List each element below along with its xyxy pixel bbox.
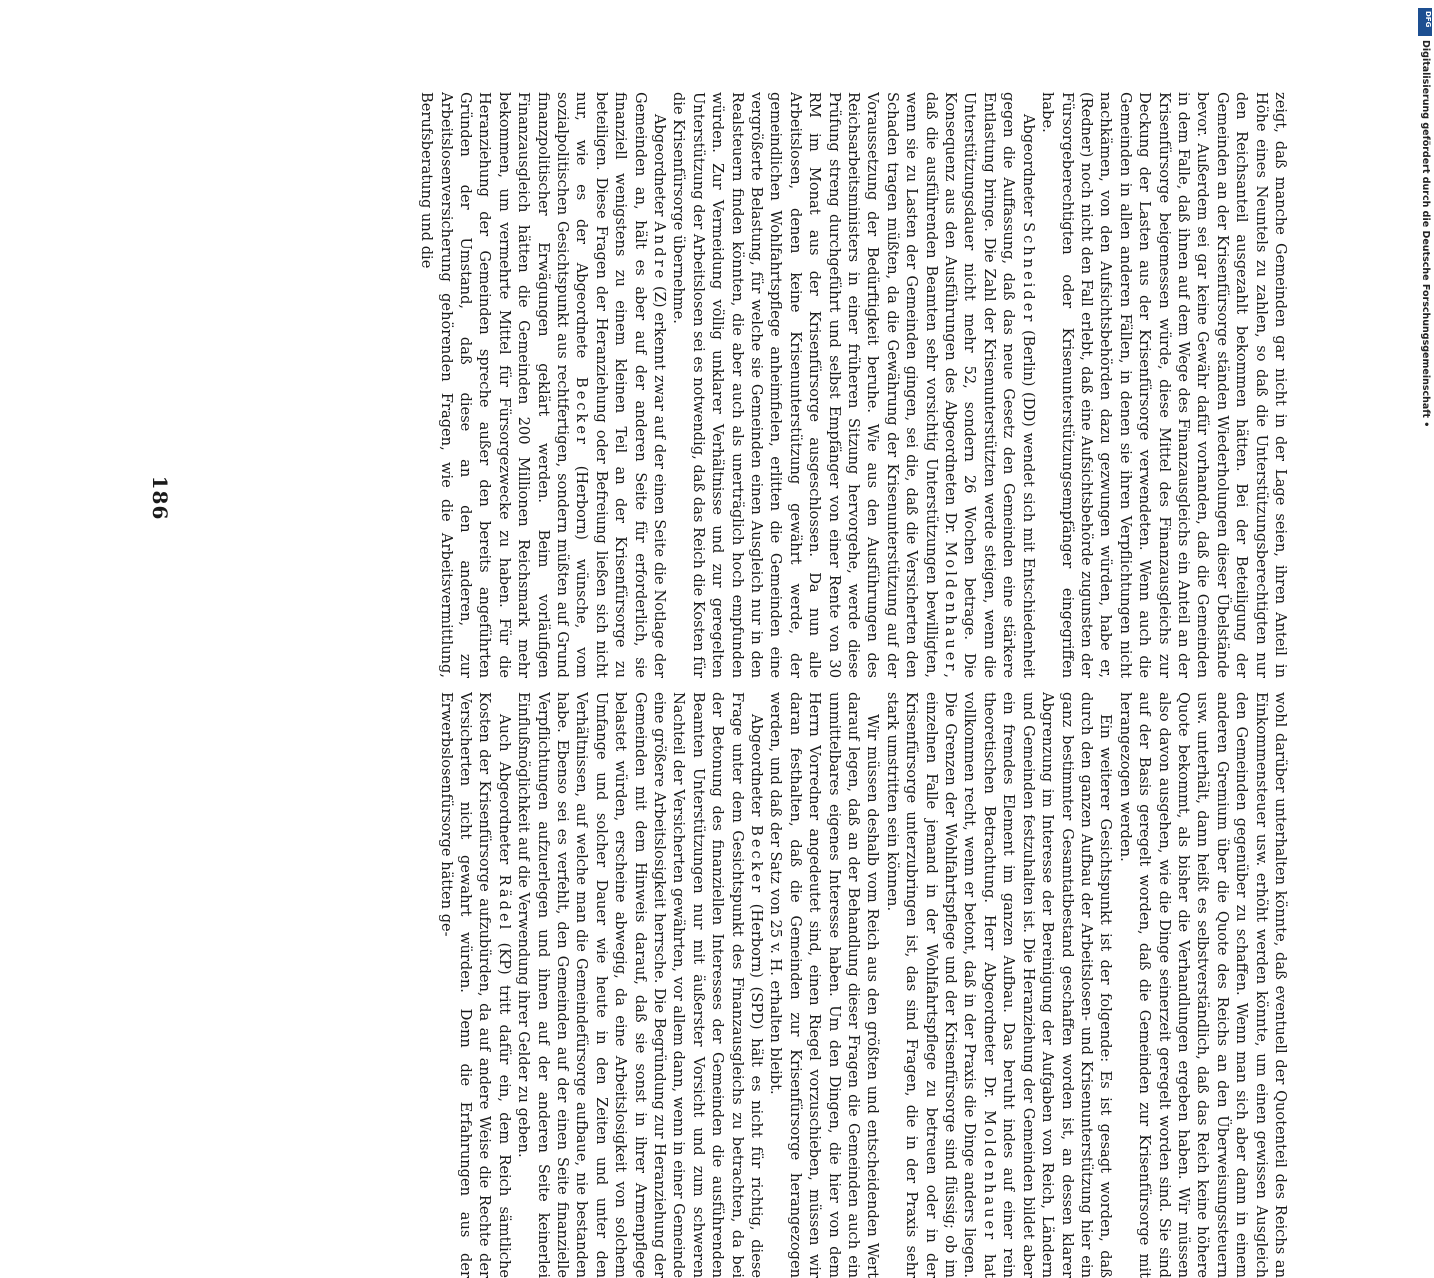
paragraph-text: Abgeordneter	[748, 714, 766, 826]
paragraph-text: Ein weiterer Gesichtspunkt ist der folgende: Es ist gesagt worden, daß durch den ganzen Aufbau der Arbeitslosen- und Krisenunterstützung hier ein ganz bestimmter Gesamtatbestand geschaffen worden ist, an dessen klarer Abgrenzung im Interesse der Bereinigung der Aufgaben von Reich, Ländern und Gemeinden festzuhalten ist. Die Heranziehung der Gemeinden bildet aber ein fremdes Element im ganzen Aufbau. Das beruht indes auf einer rein theoretischen Betrachtung. Herr Abgeordneter Dr.	[980, 692, 1115, 1278]
speaker-name: Moldenhauer	[942, 541, 960, 674]
speaker-name: Rädel	[495, 874, 513, 933]
dfg-logo-text: DFG	[1424, 11, 1432, 28]
paragraph-text: (Herborn) (SPD) hält es nicht für richtig, diese Frage unter dem Gesichtspunkt des Finanzausgleichs zu betrachten, da bei der Betonung des finanziellen Interesses der Gemeinden die ausführenden Beamten Unterstützungen nur mit äußerster Vorsicht und zum schweren Nachteil der Versicherten gewährten, vor allem dann, wenn in einer Gemeinde eine größere Arbeitslosigkeit herrsche. Die Begründung zur Heranziehung der Gemeinden mit dem Hinweis darauf, daß sie sonst in ihrer Armenpflege belastet würden, erscheine abwegig, da eine Arbeitslosigkeit von solchem Umfange und solcher Dauer wie heute in den Zeiten und unter den Verhältnissen, auf welche man die Gemeindefürsorge aufbaue, nie bestanden habe. Ebenso sei es verfehlt, den Gemeinden auf der einen Seite finanzielle Verpflichtungen aufzuerlegen und ihnen auf der anderen Seite keinerlei Einflußmöglichkeit auf die Verwendung ihrer Gelder zu geben.	[515, 692, 766, 1278]
paragraph	[1115, 692, 1290, 1278]
speaker-name: Andre	[651, 221, 668, 282]
paragraph	[436, 692, 514, 1278]
paragraph	[669, 92, 1038, 678]
paragraph-text: Abgeordneter	[651, 114, 668, 222]
speaker-name: Becker	[573, 376, 591, 447]
digitization-notice	[1418, 40, 1432, 428]
paragraph-text: (Berlin) (DD) wendet sich mit Entschiedenheit gegen die Auffassung, daß das neue Gesetz den Gemeinden eine stärkere Entlastung bringe. Die Zahl der Krisenunterstützten werde steigen, wenn die Unterstützungsdauer nicht mehr 52, sondern 26 Wochen betrage. Die Konsequenz aus den Ausführungen des Abgeordneten Dr.	[942, 92, 1037, 678]
paragraph	[514, 692, 766, 1278]
dfg-logo-badge	[1418, 8, 1432, 36]
paragraph	[417, 92, 669, 678]
text-column-right	[200, 92, 1290, 678]
paragraph-text: Wir müssen deshalb vom Reich aus den größten und entscheidenden Wert darauf legen, daß an der Behandlung dieser Fragen die Gemeinden auch ein unmittelbares eigenes Interesse haben. Um den Dingen, die hier von dem Herrn Vorredner angedeutet sind, einen Riegel vorzuschieben, müssen wir daran festhalten, daß die Gemeinden zur Krisenfürsorge herangezogen werden, und daß der Satz von 25 v. H. erhalten bleibt.	[767, 692, 882, 1278]
paragraph-text: (Herborn) wünsche, vom sozialpolitischen Gesichtspunkt aus rechtfertigen, sondern müßten auf Grund finanzpolitischer Erwägungen geklärt werden. Beim vorläufigen Finanzausgleich hätten die Gemeinden 200 Millionen Reichsmark mehr bekommen, um vermehrte Mittel für Fürsorgezwecke zu haben. Für die Heranziehung der Gemeinden spreche außer den bereits angeführten Gründen der Umstand, daß diese an den anderen, zur Arbeitslosenversicherung gehörenden Fragen, wie die Arbeitsvermittlung, Berufsberatung und die	[418, 92, 591, 678]
paragraph-text: , daß die ausführenden Beamten sehr vorsichtig Unterstützungen bewilligten, wenn sie zu Lasten der Gemeinden gingen, sei die, daß die Versicherten den Schaden tragen müßten, da die Gewährung der Krisenunterstützung auf der Voraussetzung der Bedürftigkeit beruhe. Wie aus den Ausführungen des Reichsarbeitsministers in einer früheren Sitzung hervorgehe, werde diese Prüfung streng durchgeführt und selbst Empfänger von einer Rente von 30 RM im Monat aus der Krisenfürsorge ausgeschlossen. Da nun alle Arbeitslosen, denen keine Krisenunterstützung gewährt werde, der gemeindlichen Wohlfahrtspflege anheimfielen, erlitten die Gemeinden eine vergrößerte Belastung, für welche sie Gemeinden einen Ausgleich nur in den Realsteuern finden könnten, die aber auch als unerträglich hoch empfunden würden. Zur Vermeidung völlig unklarer Verhältnisse und zur geregelten Unterstützung der Arbeitslosen sei es notwendig, daß das Reich die Kosten für die Krisenfürsorge übernehme.	[670, 92, 960, 678]
speaker-name: Schneider	[1019, 222, 1037, 325]
paragraph-text: Abgeordneter	[1019, 114, 1037, 223]
text-column-left	[200, 692, 1290, 1278]
paragraph-text: (Z) erkennt zwar auf der einen Seite die Notlage der Gemeinden an, hält es aber auf der anderen Seite für erforderlich, sie finanziell wenigstens zu einem kleinen Teil an der Krisenfürsorge zu beteiligen. Diese Fragen der Heranziehung oder Befreiung ließen sich nicht nur, wie es der Abgeordnete	[573, 92, 668, 678]
speaker-name: Moldenhauer	[980, 1110, 998, 1243]
speaker-name: Becker	[748, 825, 766, 896]
rotated-page-content	[130, 92, 1290, 1278]
paragraph	[766, 692, 882, 1278]
paragraph-text: zeigt, daß manche Gemeinden gar nicht in der Lage seien, ihren Anteil in Höhe eines Neuntels zu zahlen, so daß die Unterstützungsberechtigten nur den Reichsanteil ausgezahlt bekommen hätten. Bei der Beteiligung der Gemeinden an der Krisenfürsorge ständen Wiederholungen dieser Übelstände bevor. Außerdem sei gar keine Gewähr dafür vorhanden, daß die Gemeinden in dem Falle, daß ihnen auf dem Wege des Finanzausgleichs ein Anteil an der Krisenfürsorge beigemessen würde, diese Mittel des Finanzausgleichs zur Deckung der Lasten aus der Krisenfürsorge verwendeten. Wenn auch die Gemeinden in allen anderen Fällen, in denen sie ihren Verpflichtungen nicht nachkämen, von den Aufsichtsbehörden dazu gezwungen würden, habe er, (Redner) noch nicht den Fall erlebt, daß eine Aufsichtsbehörde zugunsten der Fürsorgeberechtigten oder Krisenunterstützungsempfänger eingegriffen habe.	[1039, 92, 1289, 678]
paragraph-text: hat vollkommen recht, wenn er betont, daß in der Praxis die Dinge anders liegen. Die Grenzen der Wohlfahrtspflege und der Krisenfürsorge sind flüssig; ob im einzelnen Falle jemand in der Wohlfahrtspflege zu betreuen oder in der Krisenfürsorge unterzubringen ist, das sind Fragen, die in der Praxis sehr stark umstritten sein können.	[883, 692, 998, 1278]
digitization-notice-text: Digitalisierung gefördert durch die Deutsche Forschungsgemeinschaft •	[1420, 40, 1431, 428]
paragraph	[1038, 92, 1290, 678]
page-number: 186	[148, 475, 172, 521]
paragraph-text: wohl darüber unterhalten könnte, daß eventuell der Quotenteil des Reichs an Einkommensteuer usw. erhöht werden könnte, um einen gewissen Ausgleich den Gemeinden gegenüber zu schaffen. Wenn man sich aber dann in einem anderen Gremium über die Quote des Reichs an den Überweisungssteuern usw. unterhält, dann heißt es selbstverständlich, daß das Reich keine höhere Quote bekommt, als bisher die Verhandlungen ergeben haben. Wir müssen also davon ausgehen, wie die Dinge seinerzeit geregelt worden sind. Sie sind auf der Basis geregelt worden, daß die Gemeinden zur Krisenfürsorge mit herangezogen werden.	[1116, 692, 1289, 1278]
paragraph-text: (KP) tritt dafür ein, dem Reich sämtliche Kosten der Krisenfürsorge aufzubürden, da auf andere Weise die Rechte der Versicherten nicht gewahrt würden. Denn die Erfahrungen aus der Erwerbslosenfürsorge hätten ge-	[437, 692, 513, 1278]
paragraph-text: Auch Abgeordneter	[495, 714, 513, 875]
paragraph	[882, 692, 1115, 1278]
